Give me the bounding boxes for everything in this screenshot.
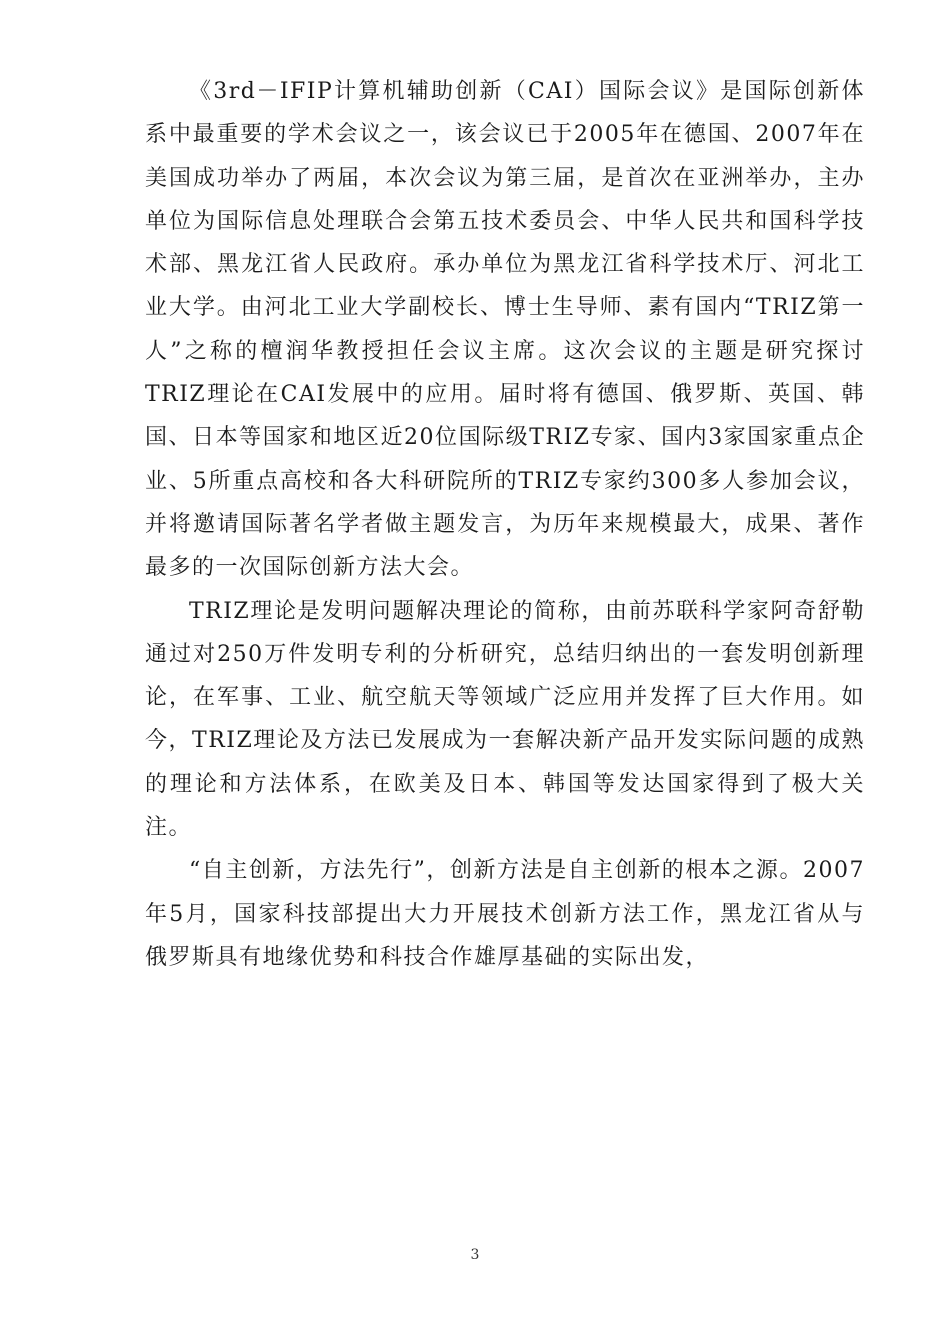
page-number: 3 (470, 1247, 480, 1263)
paragraph-innovation-method: “自主创新，方法先行”，创新方法是自主创新的根本之源。2007年5月，国家科技部提出大力开展技术创新方法工作，黑龙江省从与俄罗斯具有地缘优势和科技合作雄厚基础的实际出发， (145, 858, 865, 970)
paragraph-conference-intro: 《3rd－IFIP计算机辅助创新（CAI）国际会议》是国际创新体系中最重要的学术会议之一，该会议已于2005年在德国、2007年在美国成功举办了两届，本次会议为第三届，是首次在亚洲举办，主办单位为国际信息处理联合会第五技术委员会、中华人民共和国科学技术部、黑龙江省人民政府。承办单位为黑龙江省科学技术厅、河北工业大学。由河北工业大学副校长、博士生导师、素有国内“TRIZ第一人”之称的檀润华教授担任会议主席。这次会议的主题是研究探讨TRIZ理论在CAI发展中的应用。届时将有德国、俄罗斯、英国、韩国、日本等国家和地区近20位国际级TRIZ专家、国内3家国家重点企业、5所重点高校和各大科研院所的TRIZ专家约300多人参加会议，并将邀请国际著名学者做主题发言，为历年来规模最大，成果、著作最多的一次国际创新方法大会。 (145, 79, 865, 581)
document-body (145, 70, 865, 979)
paragraph-triz-theory: TRIZ理论是发明问题解决理论的简称，由前苏联科学家阿奇舒勒通过对250万件发明专利的分析研究，总结归纳出的一套发明创新理论，在军事、工业、航空航天等领域广泛应用并发挥了巨大作用。如今，TRIZ理论及方法已发展成为一套解决新产品开发实际问题的成熟的理论和方法体系，在欧美及日本、韩国等发达国家得到了极大关注。 (145, 598, 865, 841)
